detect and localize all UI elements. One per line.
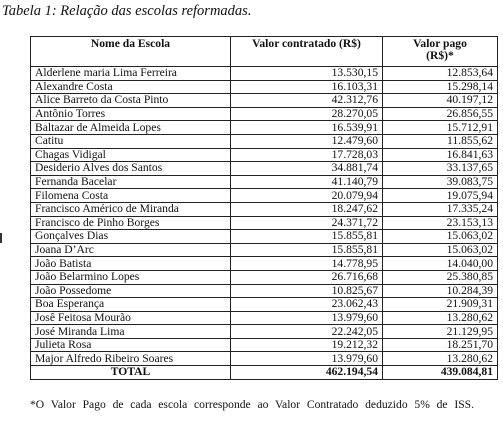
school-name-cell: Major Alfredo Ribeiro Soares [31, 352, 231, 366]
table-row [31, 298, 498, 312]
contracted-value-cell: 19.212,32 [231, 338, 383, 352]
contracted-value-cell: 12.479,60 [231, 134, 383, 148]
contracted-value-cell: 10.825,67 [231, 284, 383, 298]
header-school: Nome da Escola [31, 37, 231, 67]
contracted-value-cell: 28.270,05 [231, 107, 383, 121]
table-row [31, 94, 498, 108]
school-name-cell: Fernanda Bacelar [31, 175, 231, 189]
table-row [31, 352, 498, 366]
school-name-cell: Francisco de Pinho Borges [31, 216, 231, 230]
contracted-value-cell: 20.079,94 [231, 189, 383, 203]
paid-value-cell: 13.280,62 [383, 352, 498, 366]
paid-value-cell: 15.063,02 [383, 243, 498, 257]
header-paid-line2: (R$)* [426, 49, 454, 62]
contracted-value-cell: 24.371,72 [231, 216, 383, 230]
paid-value-cell: 13.280,62 [383, 311, 498, 325]
paid-value-cell: 40.197,12 [383, 94, 498, 108]
paid-value-cell: 11.855,62 [383, 134, 498, 148]
school-name-cell: Baltazar de Almeida Lopes [31, 121, 231, 135]
table-row [31, 338, 498, 352]
paid-value-cell: 23.153,13 [383, 216, 498, 230]
school-name-cell: Alice Barreto da Costa Pinto [31, 94, 231, 108]
footnote: *O Valor Pago de cada escola corresponde ao Valor Contratado deduzido 5% de ISS. [30, 398, 474, 411]
table-caption: Tabela 1: Relação das escolas reformadas. [2, 3, 252, 19]
table-row [31, 311, 498, 325]
page-edge-mark [0, 233, 2, 243]
paid-value-cell: 14.040,00 [383, 257, 498, 271]
paid-value-cell: 16.841,63 [383, 148, 498, 162]
contracted-value-cell: 15.855,81 [231, 230, 383, 244]
school-name-cell: Josê Feitosa Mourão [31, 311, 231, 325]
school-name-cell: Alexandre Costa [31, 80, 231, 94]
contracted-value-cell: 15.855,81 [231, 243, 383, 257]
contracted-value-cell: 26.716,68 [231, 270, 383, 284]
school-name-cell: Chagas Vidigal [31, 148, 231, 162]
contracted-value-cell: 22.242,05 [231, 325, 383, 339]
paid-value-cell: 21.909,31 [383, 298, 498, 312]
school-name-cell: João Possedome [31, 284, 231, 298]
schools-table [30, 36, 498, 380]
header-paid [383, 37, 498, 67]
paid-value-cell: 17.335,24 [383, 202, 498, 216]
contracted-value-cell: 23.062,43 [231, 298, 383, 312]
table-row [31, 257, 498, 271]
school-name-cell: Francisco Américo de Miranda [31, 202, 231, 216]
school-name-cell: Antônio Torres [31, 107, 231, 121]
contracted-value-cell: 16.103,31 [231, 80, 383, 94]
table-row [31, 134, 498, 148]
school-name-cell: Catitu [31, 134, 231, 148]
paid-value-cell: 33.137,65 [383, 162, 498, 176]
paid-value-cell: 19.075,94 [383, 189, 498, 203]
school-name-cell: Gonçalves Dias [31, 230, 231, 244]
paid-value-cell: 39.083,75 [383, 175, 498, 189]
contracted-value-cell: 13.530,15 [231, 67, 383, 81]
paid-value-cell: 18.251,70 [383, 338, 498, 352]
table-row [31, 284, 498, 298]
contracted-value-cell: 14.778,95 [231, 257, 383, 271]
school-name-cell: Desiderio Alves dos Santos [31, 162, 231, 176]
table-row [31, 175, 498, 189]
table-row [31, 325, 498, 339]
paid-value-cell: 26.856,55 [383, 107, 498, 121]
total-row [31, 366, 498, 380]
paid-value-cell: 15.298,14 [383, 80, 498, 94]
table-row [31, 107, 498, 121]
table-row [31, 202, 498, 216]
contracted-value-cell: 16.539,91 [231, 121, 383, 135]
paid-value-cell: 15.712,91 [383, 121, 498, 135]
contracted-value-cell: 13.979,60 [231, 352, 383, 366]
school-name-cell: Filomena Costa [31, 189, 231, 203]
paid-value-cell: 12.853,64 [383, 67, 498, 81]
table-row [31, 162, 498, 176]
table-row [31, 121, 498, 135]
table-row [31, 80, 498, 94]
table-row [31, 230, 498, 244]
school-name-cell: José Miranda Lima [31, 325, 231, 339]
school-name-cell: Joana D’Arc [31, 243, 231, 257]
school-name-cell: Julieta Rosa [31, 338, 231, 352]
table-row [31, 216, 498, 230]
table-row [31, 243, 498, 257]
table-row [31, 189, 498, 203]
contracted-value-cell: 18.247,62 [231, 202, 383, 216]
paid-value-cell: 21.129,95 [383, 325, 498, 339]
table-row [31, 148, 498, 162]
school-name-cell: Boa Esperança [31, 298, 231, 312]
contracted-value-cell: 34.881,74 [231, 162, 383, 176]
table-header-row [31, 37, 498, 67]
contracted-value-cell: 41.140,79 [231, 175, 383, 189]
total-contracted: 462.194,54 [231, 366, 383, 380]
school-name-cell: João Belarmino Lopes [31, 270, 231, 284]
school-name-cell: João Batista [31, 257, 231, 271]
header-paid-line1: Valor pago [413, 37, 467, 50]
table-row [31, 270, 498, 284]
contracted-value-cell: 42.312,76 [231, 94, 383, 108]
paid-value-cell: 10.284,39 [383, 284, 498, 298]
paid-value-cell: 25.380,85 [383, 270, 498, 284]
total-paid: 439.084,81 [383, 366, 498, 380]
school-name-cell: Alderlene maria Lima Ferreira [31, 67, 231, 81]
total-label: TOTAL [31, 366, 231, 380]
table-body [31, 67, 498, 366]
paid-value-cell: 15.063,02 [383, 230, 498, 244]
table-row [31, 67, 498, 81]
header-contracted: Valor contratado (R$) [231, 37, 383, 67]
contracted-value-cell: 13.979,60 [231, 311, 383, 325]
contracted-value-cell: 17.728,03 [231, 148, 383, 162]
